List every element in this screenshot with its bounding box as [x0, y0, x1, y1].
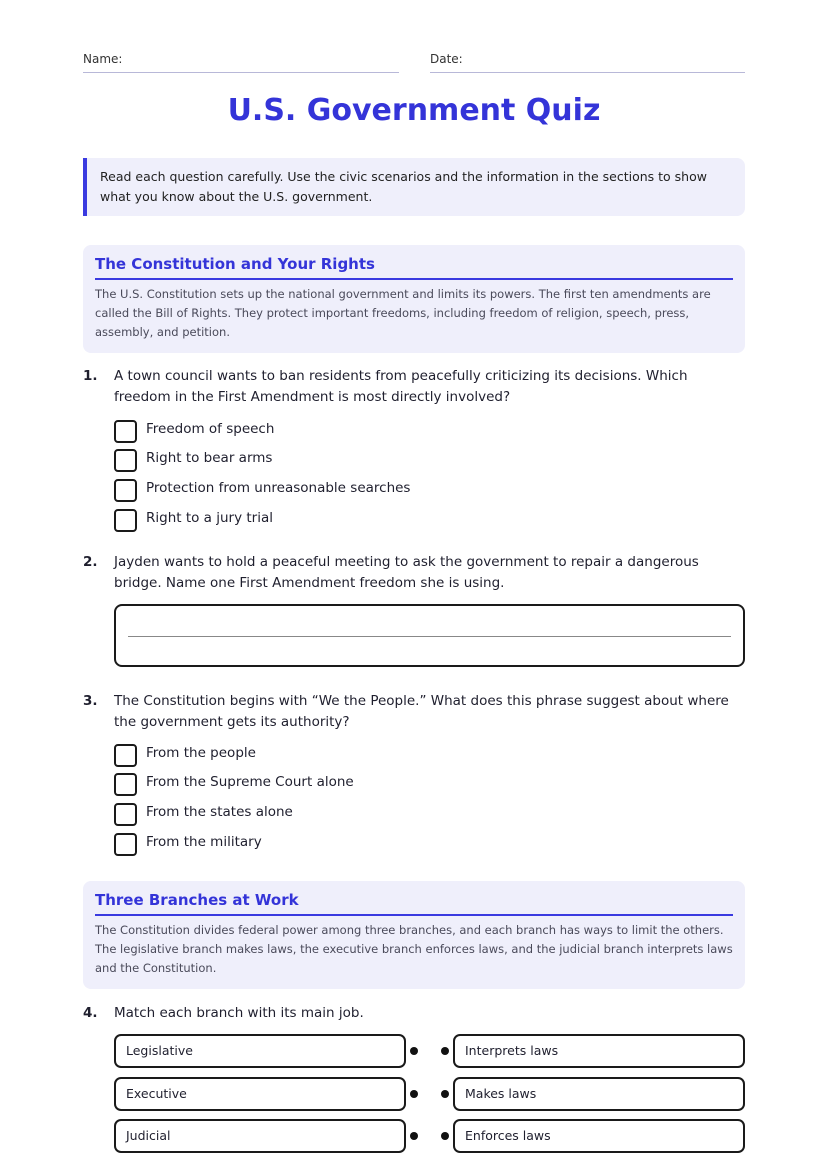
- checkbox[interactable]: [114, 420, 137, 443]
- section-title: The Constitution and Your Rights: [95, 255, 733, 280]
- right-connector-dot[interactable]: [441, 1132, 449, 1140]
- match-left-item[interactable]: Legislative: [114, 1034, 406, 1068]
- match-right-item[interactable]: Interprets laws: [453, 1034, 745, 1068]
- section-body: The Constitution divides federal power among three branches, and each branch has ways to limit the others. The legislative branch makes laws, the executive branch enforces laws, and the judicial branch interprets laws and the Constitution.: [95, 923, 733, 975]
- question-text: Match each branch with its main job.: [114, 1005, 364, 1021]
- instructions-box: Read each question carefully. Use the civic scenarios and the information in the sections to show what you know about the U.S. government.: [83, 158, 745, 216]
- option-label: Right to a jury trial: [146, 510, 274, 526]
- question-text: A town council wants to ban residents from peacefully criticizing its decisions. Which freedom in the First Amendment is most directly involved?: [114, 368, 688, 405]
- right-connector-dot[interactable]: [441, 1090, 449, 1098]
- option-label: From the Supreme Court alone: [146, 774, 354, 790]
- header-fields: [83, 52, 745, 74]
- left-connector-dot[interactable]: [410, 1090, 418, 1098]
- name-field[interactable]: Name:: [83, 52, 399, 73]
- checkbox[interactable]: [114, 773, 137, 796]
- section-body: The U.S. Constitution sets up the national government and limits its powers. The first ten amendments are called the Bill of Rights. They protect important freedoms, including freedom of religion, speech, press, assembly, and petition.: [95, 287, 711, 339]
- checkbox[interactable]: [114, 449, 137, 472]
- date-field[interactable]: Date:: [430, 52, 745, 73]
- question-number: 3.: [83, 693, 98, 709]
- section-branches: [83, 881, 745, 989]
- checkbox[interactable]: [114, 803, 137, 826]
- question-4: [83, 1003, 745, 1025]
- section-constitution: [83, 245, 745, 353]
- question-text: The Constitution begins with “We the People.” What does this phrase suggest about where the government gets its authority?: [114, 693, 729, 730]
- answer-box[interactable]: [114, 604, 745, 667]
- option-label: Right to bear arms: [146, 450, 273, 466]
- question-number: 4.: [83, 1005, 98, 1021]
- match-right-item[interactable]: Makes laws: [453, 1077, 745, 1111]
- question-1: [83, 366, 745, 410]
- question-2: [83, 552, 745, 596]
- option-label: Freedom of speech: [146, 421, 275, 437]
- page-title: U.S. Government Quiz: [227, 93, 601, 128]
- option-label: From the people: [146, 745, 256, 761]
- left-connector-dot[interactable]: [410, 1047, 418, 1055]
- question-number: 2.: [83, 554, 98, 570]
- checkbox[interactable]: [114, 833, 137, 856]
- right-connector-dot[interactable]: [441, 1047, 449, 1055]
- option-label: From the military: [146, 834, 262, 850]
- option-label: From the states alone: [146, 804, 293, 820]
- question-text: Jayden wants to hold a peaceful meeting to ask the government to repair a dangerous bridge. Name one First Amendment freedom she is using.: [114, 554, 699, 591]
- option-label: Protection from unreasonable searches: [146, 480, 411, 496]
- match-right-item[interactable]: Enforces laws: [453, 1119, 745, 1153]
- question-number: 1.: [83, 368, 98, 384]
- answer-line: [128, 636, 731, 637]
- checkbox[interactable]: [114, 509, 137, 532]
- question-3: [83, 691, 745, 735]
- section-title: Three Branches at Work: [95, 891, 733, 916]
- left-connector-dot[interactable]: [410, 1132, 418, 1140]
- match-left-item[interactable]: Judicial: [114, 1119, 406, 1153]
- checkbox[interactable]: [114, 744, 137, 767]
- checkbox[interactable]: [114, 479, 137, 502]
- match-left-item[interactable]: Executive: [114, 1077, 406, 1111]
